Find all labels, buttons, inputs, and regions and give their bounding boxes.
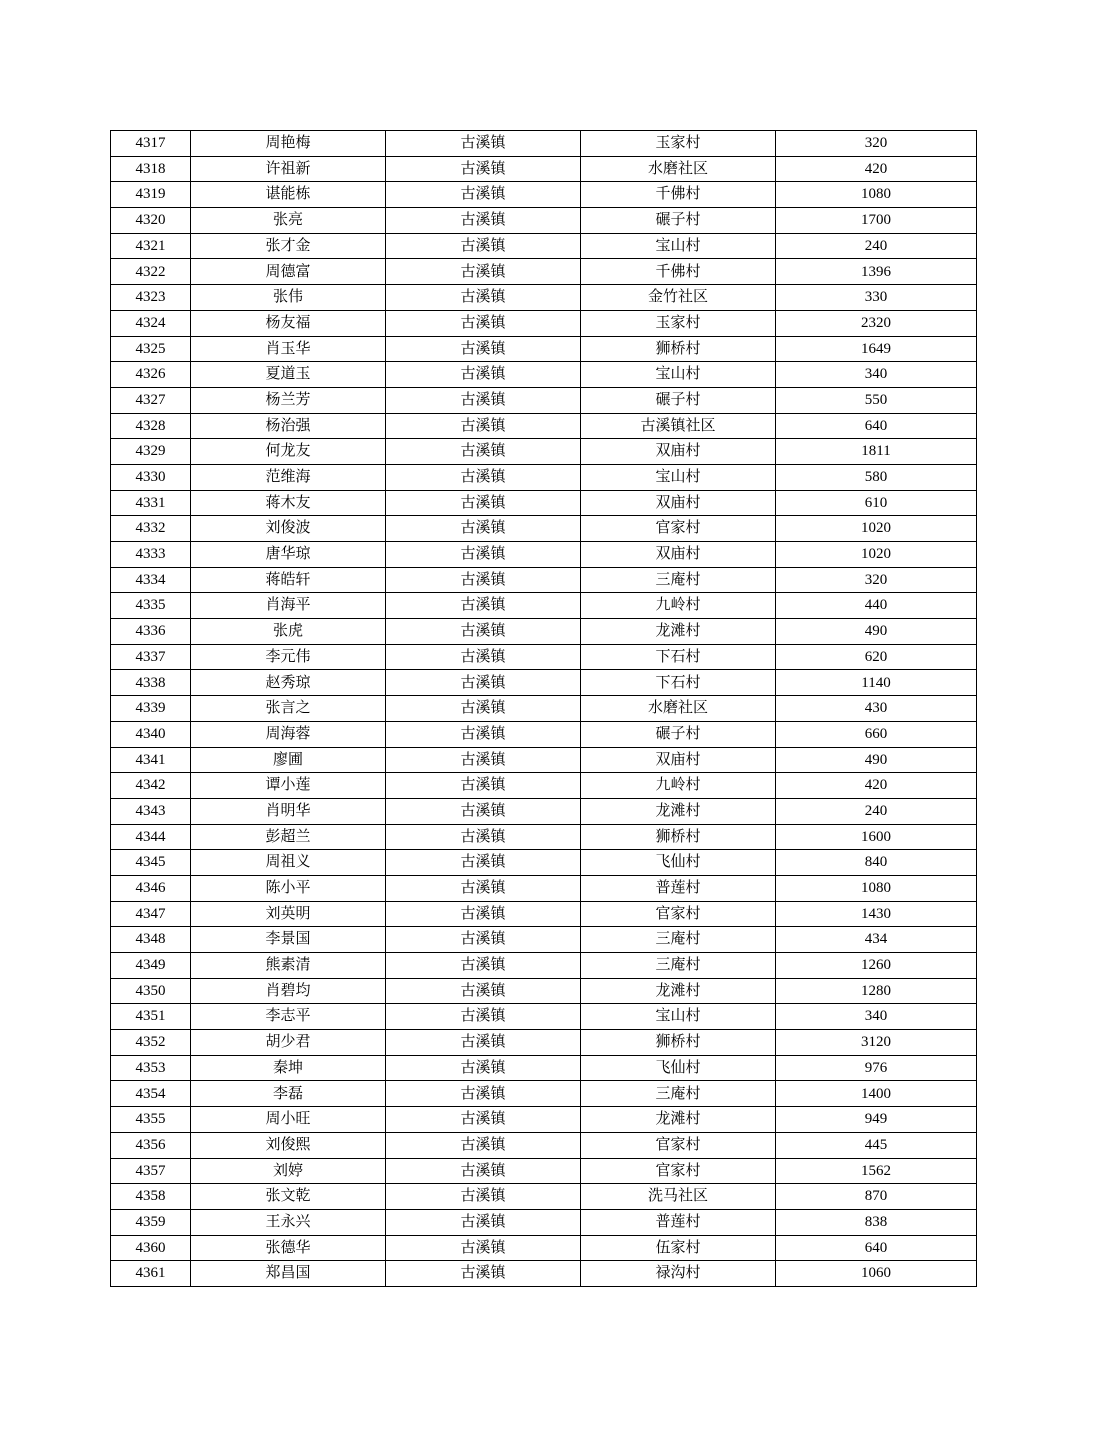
cell-town: 古溪镇 [386, 1184, 581, 1210]
cell-amount: 434 [776, 927, 977, 953]
cell-id: 4334 [111, 567, 191, 593]
table-row [111, 1261, 977, 1287]
table-row [111, 259, 977, 285]
cell-town: 古溪镇 [386, 387, 581, 413]
cell-id: 4318 [111, 156, 191, 182]
cell-town: 古溪镇 [386, 131, 581, 157]
cell-town: 古溪镇 [386, 1030, 581, 1056]
cell-village: 宝山村 [581, 233, 776, 259]
cell-town: 古溪镇 [386, 310, 581, 336]
cell-id: 4341 [111, 747, 191, 773]
cell-amount: 440 [776, 593, 977, 619]
cell-village: 碾子村 [581, 721, 776, 747]
cell-amount: 1649 [776, 336, 977, 362]
cell-id: 4319 [111, 182, 191, 208]
cell-amount: 640 [776, 413, 977, 439]
table-row [111, 1107, 977, 1133]
cell-name: 胡少君 [191, 1030, 386, 1056]
cell-name: 刘俊波 [191, 516, 386, 542]
cell-id: 4352 [111, 1030, 191, 1056]
cell-village: 宝山村 [581, 464, 776, 490]
table-row [111, 824, 977, 850]
cell-name: 郑昌国 [191, 1261, 386, 1287]
cell-name: 熊素清 [191, 953, 386, 979]
cell-name: 周德富 [191, 259, 386, 285]
cell-name: 陈小平 [191, 875, 386, 901]
cell-id: 4337 [111, 644, 191, 670]
cell-name: 杨兰芳 [191, 387, 386, 413]
cell-amount: 640 [776, 1235, 977, 1261]
table-row [111, 285, 977, 311]
cell-village: 官家村 [581, 516, 776, 542]
cell-town: 古溪镇 [386, 798, 581, 824]
cell-name: 周祖义 [191, 850, 386, 876]
table-row [111, 413, 977, 439]
table-row [111, 1055, 977, 1081]
cell-village: 九岭村 [581, 593, 776, 619]
cell-name: 廖圃 [191, 747, 386, 773]
table-row [111, 978, 977, 1004]
cell-town: 古溪镇 [386, 1261, 581, 1287]
cell-name: 肖碧均 [191, 978, 386, 1004]
cell-amount: 240 [776, 233, 977, 259]
table-row [111, 901, 977, 927]
cell-amount: 1140 [776, 670, 977, 696]
table-row [111, 1030, 977, 1056]
table-row [111, 619, 977, 645]
cell-amount: 1600 [776, 824, 977, 850]
cell-amount: 1020 [776, 542, 977, 568]
table-row [111, 182, 977, 208]
cell-id: 4355 [111, 1107, 191, 1133]
table-row [111, 927, 977, 953]
cell-amount: 2320 [776, 310, 977, 336]
cell-id: 4359 [111, 1209, 191, 1235]
cell-village: 双庙村 [581, 747, 776, 773]
table-row [111, 542, 977, 568]
cell-village: 三庵村 [581, 567, 776, 593]
cell-amount: 340 [776, 1004, 977, 1030]
cell-name: 周艳梅 [191, 131, 386, 157]
cell-town: 古溪镇 [386, 1158, 581, 1184]
cell-village: 龙滩村 [581, 1107, 776, 1133]
cell-town: 古溪镇 [386, 1004, 581, 1030]
cell-name: 周小旺 [191, 1107, 386, 1133]
cell-village: 九岭村 [581, 773, 776, 799]
cell-village: 禄沟村 [581, 1261, 776, 1287]
cell-town: 古溪镇 [386, 285, 581, 311]
cell-id: 4326 [111, 362, 191, 388]
cell-town: 古溪镇 [386, 208, 581, 234]
cell-town: 古溪镇 [386, 593, 581, 619]
cell-name: 刘英明 [191, 901, 386, 927]
table-row [111, 798, 977, 824]
cell-village: 普莲村 [581, 875, 776, 901]
cell-amount: 420 [776, 773, 977, 799]
cell-amount: 1562 [776, 1158, 977, 1184]
cell-town: 古溪镇 [386, 336, 581, 362]
cell-amount: 490 [776, 619, 977, 645]
table-body [111, 131, 977, 1287]
cell-name: 秦坤 [191, 1055, 386, 1081]
cell-village: 伍家村 [581, 1235, 776, 1261]
cell-town: 古溪镇 [386, 721, 581, 747]
cell-id: 4338 [111, 670, 191, 696]
table-row [111, 1209, 977, 1235]
cell-name: 张言之 [191, 696, 386, 722]
cell-town: 古溪镇 [386, 773, 581, 799]
table-row [111, 310, 977, 336]
cell-amount: 870 [776, 1184, 977, 1210]
table-row [111, 593, 977, 619]
cell-amount: 1260 [776, 953, 977, 979]
cell-name: 李景国 [191, 927, 386, 953]
cell-name: 刘俊熙 [191, 1132, 386, 1158]
cell-town: 古溪镇 [386, 516, 581, 542]
cell-amount: 320 [776, 131, 977, 157]
cell-village: 千佛村 [581, 182, 776, 208]
cell-village: 双庙村 [581, 439, 776, 465]
cell-town: 古溪镇 [386, 953, 581, 979]
cell-name: 范维海 [191, 464, 386, 490]
cell-town: 古溪镇 [386, 901, 581, 927]
cell-town: 古溪镇 [386, 490, 581, 516]
cell-id: 4332 [111, 516, 191, 542]
cell-town: 古溪镇 [386, 978, 581, 1004]
cell-town: 古溪镇 [386, 1209, 581, 1235]
cell-village: 龙滩村 [581, 978, 776, 1004]
cell-id: 4322 [111, 259, 191, 285]
cell-amount: 550 [776, 387, 977, 413]
cell-id: 4342 [111, 773, 191, 799]
cell-village: 水磨社区 [581, 156, 776, 182]
cell-name: 彭超兰 [191, 824, 386, 850]
cell-id: 4357 [111, 1158, 191, 1184]
cell-id: 4328 [111, 413, 191, 439]
cell-village: 飞仙村 [581, 1055, 776, 1081]
cell-id: 4325 [111, 336, 191, 362]
cell-name: 李磊 [191, 1081, 386, 1107]
cell-town: 古溪镇 [386, 1132, 581, 1158]
cell-id: 4361 [111, 1261, 191, 1287]
cell-village: 龙滩村 [581, 619, 776, 645]
cell-village: 官家村 [581, 1132, 776, 1158]
cell-id: 4353 [111, 1055, 191, 1081]
cell-village: 三庵村 [581, 953, 776, 979]
cell-town: 古溪镇 [386, 824, 581, 850]
cell-village: 千佛村 [581, 259, 776, 285]
cell-village: 三庵村 [581, 1081, 776, 1107]
cell-amount: 320 [776, 567, 977, 593]
cell-amount: 1280 [776, 978, 977, 1004]
cell-id: 4343 [111, 798, 191, 824]
cell-village: 下石村 [581, 644, 776, 670]
cell-id: 4335 [111, 593, 191, 619]
cell-village: 玉家村 [581, 310, 776, 336]
cell-town: 古溪镇 [386, 464, 581, 490]
cell-name: 李元伟 [191, 644, 386, 670]
cell-id: 4351 [111, 1004, 191, 1030]
cell-id: 4321 [111, 233, 191, 259]
cell-village: 碾子村 [581, 387, 776, 413]
cell-id: 4320 [111, 208, 191, 234]
cell-village: 普莲村 [581, 1209, 776, 1235]
cell-name: 张德华 [191, 1235, 386, 1261]
table-row [111, 953, 977, 979]
cell-town: 古溪镇 [386, 156, 581, 182]
cell-town: 古溪镇 [386, 1055, 581, 1081]
cell-amount: 976 [776, 1055, 977, 1081]
cell-amount: 445 [776, 1132, 977, 1158]
cell-name: 王永兴 [191, 1209, 386, 1235]
cell-village: 三庵村 [581, 927, 776, 953]
cell-amount: 838 [776, 1209, 977, 1235]
cell-town: 古溪镇 [386, 542, 581, 568]
cell-town: 古溪镇 [386, 747, 581, 773]
cell-town: 古溪镇 [386, 670, 581, 696]
cell-name: 周海蓉 [191, 721, 386, 747]
cell-village: 洗马社区 [581, 1184, 776, 1210]
table-row [111, 567, 977, 593]
cell-amount: 1080 [776, 875, 977, 901]
cell-village: 下石村 [581, 670, 776, 696]
cell-id: 4323 [111, 285, 191, 311]
cell-town: 古溪镇 [386, 362, 581, 388]
cell-id: 4329 [111, 439, 191, 465]
table-row [111, 233, 977, 259]
cell-amount: 420 [776, 156, 977, 182]
cell-id: 4331 [111, 490, 191, 516]
cell-name: 张虎 [191, 619, 386, 645]
table-row [111, 131, 977, 157]
cell-id: 4347 [111, 901, 191, 927]
cell-name: 唐华琼 [191, 542, 386, 568]
table-row [111, 850, 977, 876]
cell-id: 4317 [111, 131, 191, 157]
cell-village: 金竹社区 [581, 285, 776, 311]
cell-name: 肖明华 [191, 798, 386, 824]
cell-amount: 340 [776, 362, 977, 388]
cell-town: 古溪镇 [386, 1107, 581, 1133]
cell-amount: 660 [776, 721, 977, 747]
cell-id: 4356 [111, 1132, 191, 1158]
cell-village: 双庙村 [581, 542, 776, 568]
table-row [111, 670, 977, 696]
cell-village: 狮桥村 [581, 1030, 776, 1056]
table-row [111, 721, 977, 747]
cell-amount: 490 [776, 747, 977, 773]
cell-town: 古溪镇 [386, 413, 581, 439]
cell-id: 4348 [111, 927, 191, 953]
cell-village: 宝山村 [581, 1004, 776, 1030]
cell-amount: 610 [776, 490, 977, 516]
table-row [111, 464, 977, 490]
cell-village: 玉家村 [581, 131, 776, 157]
cell-town: 古溪镇 [386, 259, 581, 285]
cell-town: 古溪镇 [386, 233, 581, 259]
cell-amount: 3120 [776, 1030, 977, 1056]
cell-amount: 330 [776, 285, 977, 311]
cell-id: 4346 [111, 875, 191, 901]
table-row [111, 362, 977, 388]
cell-amount: 1080 [776, 182, 977, 208]
cell-amount: 430 [776, 696, 977, 722]
cell-town: 古溪镇 [386, 850, 581, 876]
cell-name: 刘婷 [191, 1158, 386, 1184]
cell-id: 4354 [111, 1081, 191, 1107]
cell-town: 古溪镇 [386, 644, 581, 670]
table-row [111, 875, 977, 901]
cell-id: 4345 [111, 850, 191, 876]
cell-village: 宝山村 [581, 362, 776, 388]
cell-name: 杨友福 [191, 310, 386, 336]
cell-town: 古溪镇 [386, 696, 581, 722]
data-table [110, 130, 977, 1287]
cell-id: 4324 [111, 310, 191, 336]
cell-id: 4327 [111, 387, 191, 413]
cell-village: 狮桥村 [581, 336, 776, 362]
cell-village: 官家村 [581, 1158, 776, 1184]
table-row [111, 1235, 977, 1261]
cell-name: 谌能栋 [191, 182, 386, 208]
cell-name: 张亮 [191, 208, 386, 234]
table-row [111, 387, 977, 413]
cell-amount: 1811 [776, 439, 977, 465]
cell-amount: 840 [776, 850, 977, 876]
cell-amount: 1020 [776, 516, 977, 542]
cell-name: 谭小莲 [191, 773, 386, 799]
document-page [110, 130, 976, 1287]
cell-amount: 1396 [776, 259, 977, 285]
cell-amount: 949 [776, 1107, 977, 1133]
cell-amount: 240 [776, 798, 977, 824]
table-row [111, 773, 977, 799]
cell-name: 蒋木友 [191, 490, 386, 516]
cell-name: 李志平 [191, 1004, 386, 1030]
cell-id: 4344 [111, 824, 191, 850]
cell-name: 张才金 [191, 233, 386, 259]
cell-id: 4333 [111, 542, 191, 568]
cell-id: 4330 [111, 464, 191, 490]
cell-id: 4349 [111, 953, 191, 979]
cell-town: 古溪镇 [386, 567, 581, 593]
cell-village: 狮桥村 [581, 824, 776, 850]
cell-town: 古溪镇 [386, 1235, 581, 1261]
cell-village: 碾子村 [581, 208, 776, 234]
cell-town: 古溪镇 [386, 439, 581, 465]
cell-amount: 1430 [776, 901, 977, 927]
cell-village: 飞仙村 [581, 850, 776, 876]
table-row [111, 644, 977, 670]
table-row [111, 336, 977, 362]
cell-village: 官家村 [581, 901, 776, 927]
cell-name: 张伟 [191, 285, 386, 311]
cell-id: 4350 [111, 978, 191, 1004]
cell-town: 古溪镇 [386, 875, 581, 901]
table-row [111, 747, 977, 773]
cell-town: 古溪镇 [386, 927, 581, 953]
cell-village: 双庙村 [581, 490, 776, 516]
cell-village: 古溪镇社区 [581, 413, 776, 439]
table-row [111, 696, 977, 722]
cell-name: 夏道玉 [191, 362, 386, 388]
cell-amount: 1060 [776, 1261, 977, 1287]
table-row [111, 1004, 977, 1030]
cell-amount: 580 [776, 464, 977, 490]
table-row [111, 1184, 977, 1210]
cell-name: 许祖新 [191, 156, 386, 182]
table-row [111, 156, 977, 182]
table-row [111, 490, 977, 516]
cell-id: 4358 [111, 1184, 191, 1210]
cell-amount: 1700 [776, 208, 977, 234]
cell-id: 4340 [111, 721, 191, 747]
cell-name: 肖海平 [191, 593, 386, 619]
cell-id: 4336 [111, 619, 191, 645]
cell-town: 古溪镇 [386, 1081, 581, 1107]
cell-name: 肖玉华 [191, 336, 386, 362]
table-row [111, 1081, 977, 1107]
cell-town: 古溪镇 [386, 182, 581, 208]
cell-name: 赵秀琼 [191, 670, 386, 696]
cell-name: 蒋皓轩 [191, 567, 386, 593]
table-row [111, 1132, 977, 1158]
cell-amount: 1400 [776, 1081, 977, 1107]
cell-village: 龙滩村 [581, 798, 776, 824]
table-row [111, 516, 977, 542]
cell-id: 4339 [111, 696, 191, 722]
table-row [111, 439, 977, 465]
cell-name: 杨治强 [191, 413, 386, 439]
cell-name: 何龙友 [191, 439, 386, 465]
cell-name: 张文乾 [191, 1184, 386, 1210]
table-row [111, 208, 977, 234]
cell-amount: 620 [776, 644, 977, 670]
table-row [111, 1158, 977, 1184]
cell-village: 水磨社区 [581, 696, 776, 722]
cell-id: 4360 [111, 1235, 191, 1261]
cell-town: 古溪镇 [386, 619, 581, 645]
